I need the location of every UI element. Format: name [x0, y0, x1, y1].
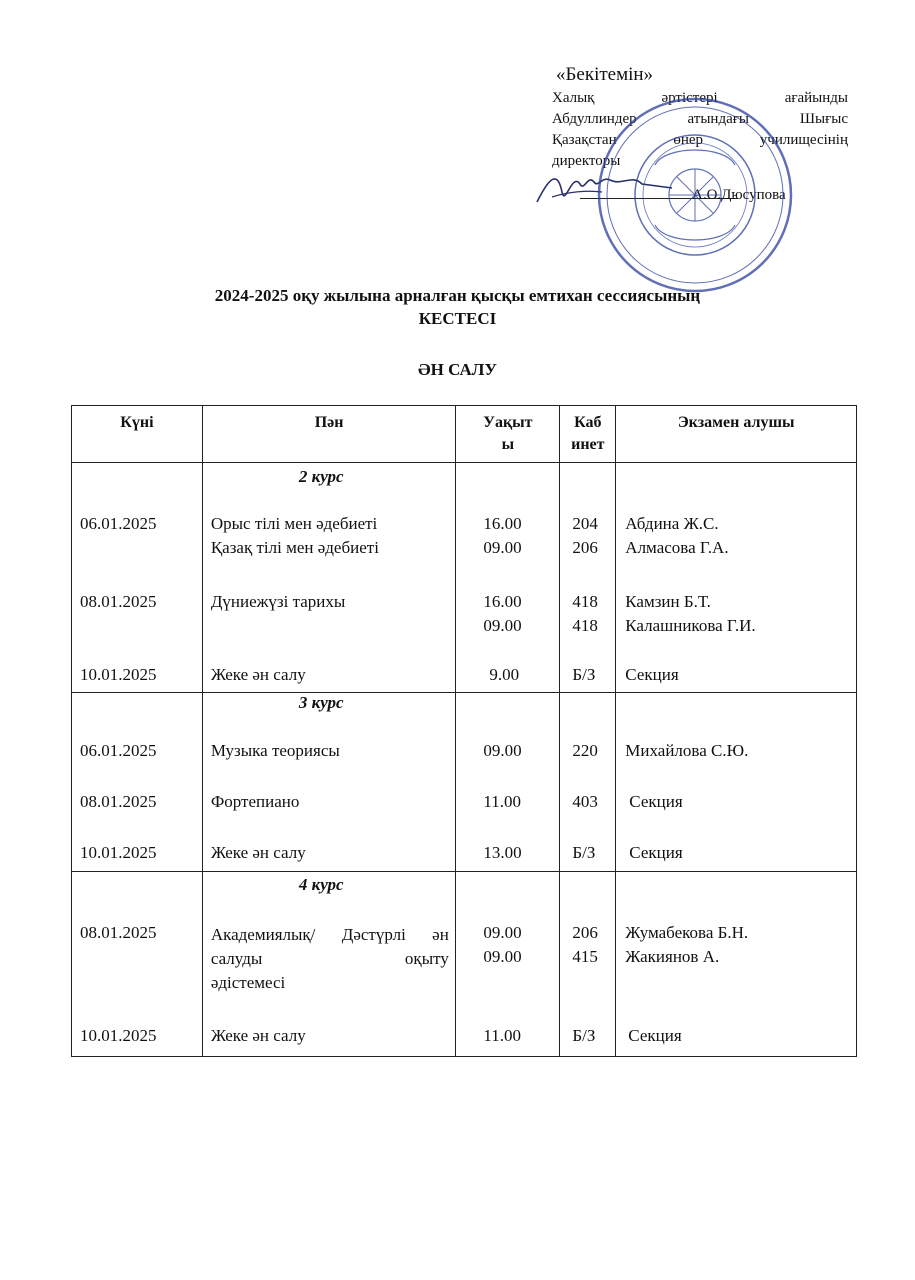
time-cell: 16.00 — [483, 592, 522, 611]
title-line-1: 2024-2025 оқу жылына арналған қысқы емтихан сессиясының — [214, 286, 701, 305]
date-cell: 06.01.2025 — [80, 741, 157, 760]
time-cell: 16.00 — [483, 514, 522, 533]
header-time: Уақыт ы — [456, 406, 560, 463]
title-line-2: КЕСТЕСІ — [418, 309, 497, 328]
subject-cell: Қазақ тілі мен әдебиеті — [210, 538, 379, 557]
approval-line-4: директоры — [552, 153, 621, 169]
room-cell: 206 — [572, 923, 598, 942]
examiner-cell: Жакиянов А. — [625, 947, 720, 966]
header-room: Каб инет — [560, 406, 616, 463]
room-cell: Б/З — [572, 843, 596, 862]
document-subtitle: ӘН САЛУ — [418, 360, 497, 379]
subject-cell: Орыс тілі мен әдебиеті — [210, 514, 378, 533]
time-cell: 09.00 — [483, 616, 522, 635]
subject-cell: әдістемесі — [210, 973, 286, 992]
subject-cell: Академиялық/ Дәстүрлі ән салуды оқыту — [210, 925, 449, 968]
table-row — [72, 872, 857, 1057]
examiner-cell: Секция — [629, 792, 683, 811]
table-header-row — [72, 406, 857, 463]
approval-line-1: Халық әртістері ағайынды — [552, 90, 848, 106]
examiner-cell: Жумабекова Б.Н. — [625, 923, 749, 942]
examiner-cell: Секция — [628, 1026, 682, 1045]
course-label: 4 курс — [298, 875, 344, 894]
time-cell: 09.00 — [483, 923, 522, 942]
room-cell: Б/З — [572, 665, 596, 684]
time-cell: 11.00 — [483, 1026, 522, 1045]
document-title — [0, 284, 915, 330]
header-examiner: Экзамен алушы — [616, 406, 857, 463]
examiner-cell: Михайлова С.Ю. — [625, 741, 749, 760]
approval-line-3: Қазақстан өнер училищесінің — [552, 132, 848, 148]
date-cell: 10.01.2025 — [80, 843, 157, 862]
date-cell: 08.01.2025 — [80, 592, 157, 611]
time-cell: 09.00 — [483, 538, 522, 557]
approval-heading: «Бекітемін» — [556, 64, 654, 85]
time-cell: 13.00 — [483, 843, 522, 862]
table-row — [72, 693, 857, 872]
time-cell: 11.00 — [483, 792, 522, 811]
subject-cell: Жеке ән салу — [210, 1026, 306, 1045]
course-label: 3 курс — [298, 693, 344, 712]
signer-name: А.О.Дюсупова — [692, 187, 786, 203]
room-cell: 220 — [572, 741, 598, 760]
examiner-cell: Камзин Б.Т. — [625, 592, 711, 611]
header-date: Күні — [72, 406, 203, 463]
room-cell: 418 — [572, 616, 598, 635]
examiner-cell: Калашникова Г.И. — [625, 616, 756, 635]
time-cell: 9.00 — [489, 665, 520, 684]
examiner-cell: Алмасова Г.А. — [625, 538, 729, 557]
examiner-cell: Абдина Ж.С. — [625, 514, 719, 533]
examiner-cell: Секция — [629, 843, 683, 862]
time-cell: 09.00 — [483, 741, 522, 760]
schedule-table — [71, 405, 857, 1057]
header-subject: Пән — [202, 406, 456, 463]
date-cell: 08.01.2025 — [80, 923, 157, 942]
subject-cell: Фортепиано — [210, 792, 300, 811]
room-cell: Б/З — [572, 1026, 596, 1045]
subject-cell: Жеке ән салу — [210, 843, 306, 862]
room-cell: 403 — [572, 792, 598, 811]
date-cell: 08.01.2025 — [80, 792, 157, 811]
time-cell: 09.00 — [483, 947, 522, 966]
subject-cell: Дүниежүзі тарихы — [210, 592, 346, 611]
date-cell: 10.01.2025 — [80, 1026, 157, 1045]
room-cell: 204 — [572, 514, 598, 533]
subject-cell: Жеке ән салу — [210, 665, 306, 684]
table-row — [72, 463, 857, 693]
room-cell: 415 — [572, 947, 598, 966]
examiner-cell: Секция — [625, 665, 679, 684]
room-cell: 418 — [572, 592, 598, 611]
date-cell: 10.01.2025 — [80, 665, 157, 684]
room-cell: 206 — [572, 538, 598, 557]
course-label: 2 курс — [298, 467, 344, 486]
subject-cell: Музыка теориясы — [210, 741, 340, 760]
date-cell: 06.01.2025 — [80, 514, 157, 533]
seal-icon — [595, 95, 795, 295]
approval-line-2: Абдуллиндер атындағы Шығыс — [552, 111, 848, 127]
